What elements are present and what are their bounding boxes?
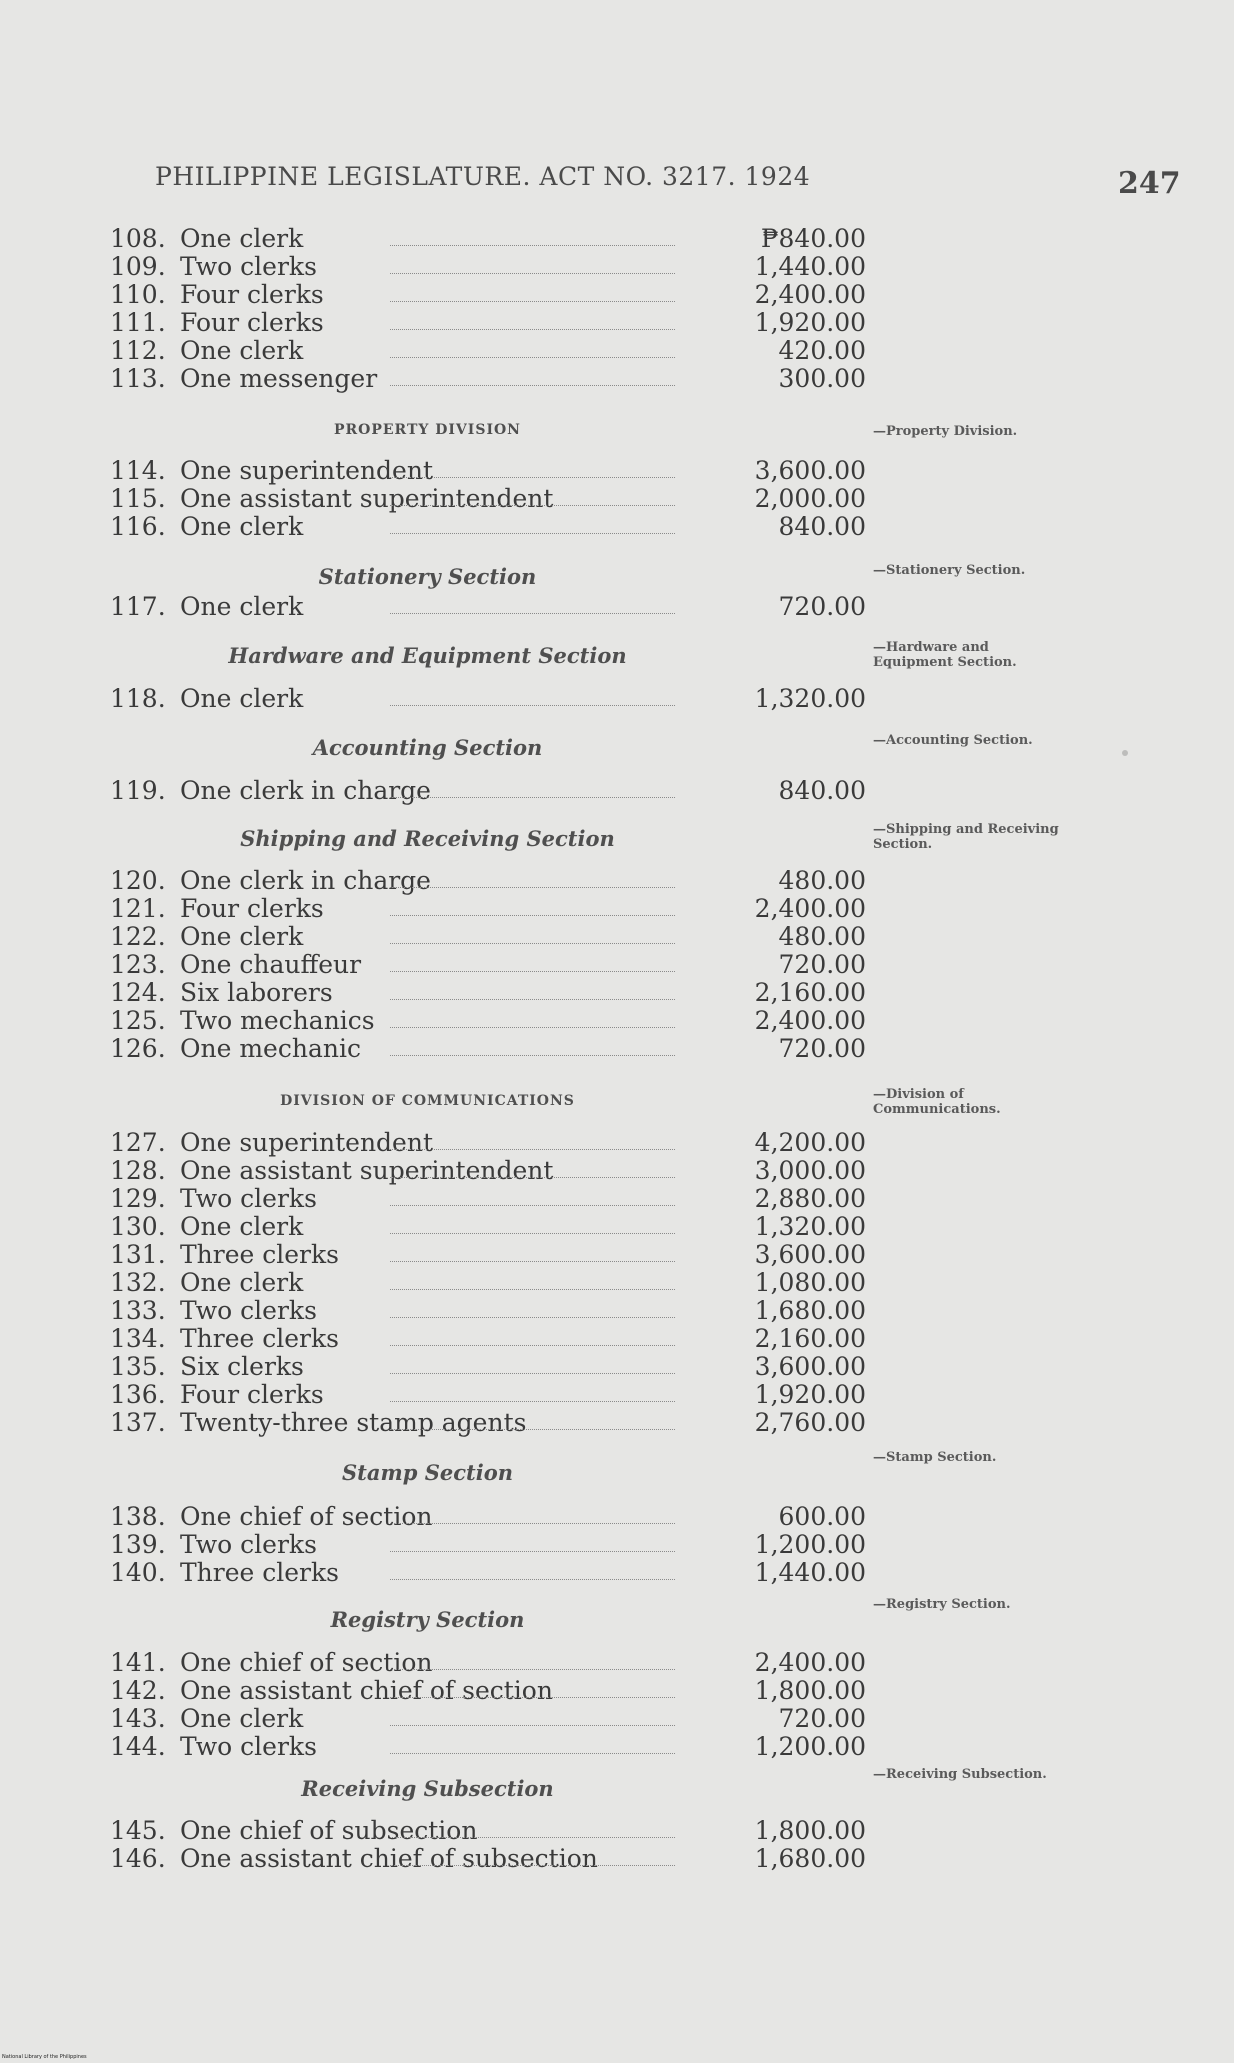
item-description: One clerk (180, 1268, 304, 1297)
heading-division-communications: DIVISION OF COMMUNICATIONS (280, 1093, 575, 1109)
dot-leader (390, 1205, 675, 1206)
item-amount: 600.00 (778, 1502, 866, 1531)
line-item-row (0, 1240, 1234, 1270)
dot-leader (390, 1345, 675, 1346)
dot-leader (390, 1027, 675, 1028)
item-description: Two clerks (180, 1296, 317, 1325)
item-number: 115. (110, 484, 166, 513)
scan-speck (1122, 750, 1128, 756)
line-item-row (0, 866, 1234, 896)
item-description: One chief of section (180, 1648, 433, 1677)
dot-leader (390, 971, 675, 972)
item-description: Two clerks (180, 1732, 317, 1761)
item-description: One clerk (180, 592, 304, 621)
item-amount: 1,680.00 (754, 1296, 866, 1325)
dot-leader (390, 273, 675, 274)
item-description: One assistant chief of section (180, 1676, 553, 1705)
item-number: 117. (110, 592, 166, 621)
margin-note-hardware-section: —Hardware and Equipment Section. (873, 640, 1017, 670)
item-amount: 2,400.00 (754, 280, 866, 309)
item-description: Four clerks (180, 894, 324, 923)
item-number: 128. (110, 1156, 166, 1185)
item-number: 121. (110, 894, 166, 923)
line-item-row (0, 456, 1234, 486)
line-item-row (0, 1324, 1234, 1354)
item-description: One clerk (180, 1212, 304, 1241)
margin-note-stamp-section: —Stamp Section. (873, 1450, 997, 1465)
item-number: 137. (110, 1408, 166, 1437)
line-item-row (0, 1732, 1234, 1762)
margin-note-shipping-section: —Shipping and Receiving Section. (873, 822, 1059, 852)
item-number: 116. (110, 512, 166, 541)
item-description: Two clerks (180, 1530, 317, 1559)
dot-leader (390, 1697, 675, 1698)
margin-note-accounting-section: —Accounting Section. (873, 733, 1033, 748)
dot-leader (390, 245, 675, 246)
item-description: Twenty-three stamp agents (180, 1408, 527, 1437)
item-amount: 2,400.00 (754, 1006, 866, 1035)
item-description: One chief of subsection (180, 1816, 478, 1845)
item-number: 140. (110, 1558, 166, 1587)
item-description: One messenger (180, 364, 378, 393)
dot-leader (390, 943, 675, 944)
item-number: 146. (110, 1844, 166, 1873)
item-amount: 3,600.00 (754, 1352, 866, 1381)
dot-leader (390, 1429, 675, 1430)
dot-leader (390, 1551, 675, 1552)
item-number: 141. (110, 1648, 166, 1677)
item-amount: 720.00 (778, 1034, 866, 1063)
line-item-row (0, 1816, 1234, 1846)
item-amount: 720.00 (778, 592, 866, 621)
line-item-row (0, 1156, 1234, 1186)
item-number: 132. (110, 1268, 166, 1297)
item-amount: 1,200.00 (754, 1732, 866, 1761)
item-number: 119. (110, 776, 166, 805)
dot-leader (390, 1725, 675, 1726)
item-description: One clerk (180, 922, 304, 951)
item-amount: 2,160.00 (754, 1324, 866, 1353)
item-description: Two clerks (180, 1184, 317, 1213)
item-number: 114. (110, 456, 166, 485)
item-description: Four clerks (180, 1380, 324, 1409)
item-amount: 720.00 (778, 950, 866, 979)
item-amount: 1,800.00 (754, 1676, 866, 1705)
item-amount: 480.00 (778, 866, 866, 895)
heading-property-division: PROPERTY DIVISION (334, 422, 521, 438)
dot-leader (390, 329, 675, 330)
item-number: 144. (110, 1732, 166, 1761)
item-description: One clerk in charge (180, 866, 431, 895)
item-number: 138. (110, 1502, 166, 1531)
dot-leader (390, 705, 675, 706)
line-item-row (0, 1502, 1234, 1532)
dot-leader (390, 1055, 675, 1056)
line-item-row (0, 224, 1234, 254)
item-amount: 1,440.00 (754, 1558, 866, 1587)
item-number: 108. (110, 224, 166, 253)
line-item-row (0, 1558, 1234, 1588)
item-amount: 2,400.00 (754, 894, 866, 923)
line-item-row (0, 280, 1234, 310)
dot-leader (390, 1373, 675, 1374)
dot-leader (390, 1261, 675, 1262)
item-description: One clerk (180, 684, 304, 713)
item-number: 126. (110, 1034, 166, 1063)
item-number: 134. (110, 1324, 166, 1353)
item-amount: ₱840.00 (760, 224, 866, 253)
item-amount: 480.00 (778, 922, 866, 951)
item-amount: 1,320.00 (754, 1212, 866, 1241)
line-item-row (0, 1844, 1234, 1874)
dot-leader (390, 1669, 675, 1670)
dot-leader (390, 357, 675, 358)
line-item-row (0, 1296, 1234, 1326)
item-amount: 1,200.00 (754, 1530, 866, 1559)
dot-leader (390, 1837, 675, 1838)
dot-leader (390, 1289, 675, 1290)
line-item-row (0, 1268, 1234, 1298)
item-description: Three clerks (180, 1558, 339, 1587)
line-item-row (0, 1648, 1234, 1678)
dot-leader (390, 1753, 675, 1754)
heading-stamp-section: Stamp Section (342, 1460, 513, 1485)
line-item-row (0, 1352, 1234, 1382)
item-amount: 300.00 (778, 364, 866, 393)
item-description: One assistant superintendent (180, 484, 554, 513)
dot-leader (390, 1177, 675, 1178)
item-description: Four clerks (180, 308, 324, 337)
line-item-row (0, 776, 1234, 806)
item-description: Three clerks (180, 1324, 339, 1353)
item-amount: 3,600.00 (754, 456, 866, 485)
item-amount: 2,400.00 (754, 1648, 866, 1677)
item-amount: 2,000.00 (754, 484, 866, 513)
heading-registry-section: Registry Section (330, 1607, 525, 1632)
line-item-row (0, 684, 1234, 714)
line-item-row (0, 308, 1234, 338)
item-amount: 720.00 (778, 1704, 866, 1733)
dot-leader (390, 613, 675, 614)
item-number: 111. (110, 308, 166, 337)
heading-receiving-subsection: Receiving Subsection (301, 1776, 554, 1801)
item-number: 133. (110, 1296, 166, 1325)
item-amount: 840.00 (778, 776, 866, 805)
line-item-row (0, 336, 1234, 366)
line-item-row (0, 1212, 1234, 1242)
line-item-row (0, 894, 1234, 924)
item-number: 130. (110, 1212, 166, 1241)
item-number: 124. (110, 978, 166, 1007)
dot-leader (390, 533, 675, 534)
item-description: One assistant superintendent (180, 1156, 554, 1185)
item-amount: 1,920.00 (754, 308, 866, 337)
item-number: 110. (110, 280, 166, 309)
item-amount: 1,440.00 (754, 252, 866, 281)
item-number: 142. (110, 1676, 166, 1705)
item-description: One clerk (180, 336, 304, 365)
line-item-row (0, 1034, 1234, 1064)
line-item-row (0, 1380, 1234, 1410)
heading-accounting-section: Accounting Section (312, 735, 543, 760)
item-description: One clerk in charge (180, 776, 431, 805)
item-number: 139. (110, 1530, 166, 1559)
item-description: One superintendent (180, 456, 434, 485)
item-description: One mechanic (180, 1034, 361, 1063)
line-item-row (0, 950, 1234, 980)
item-number: 129. (110, 1184, 166, 1213)
item-amount: 1,920.00 (754, 1380, 866, 1409)
heading-shipping-section: Shipping and Receiving Section (240, 826, 615, 851)
item-number: 120. (110, 866, 166, 895)
dot-leader (390, 1401, 675, 1402)
item-description: One chauffeur (180, 950, 362, 979)
item-amount: 420.00 (778, 336, 866, 365)
item-amount: 2,880.00 (754, 1184, 866, 1213)
line-item-row (0, 364, 1234, 394)
dot-leader (390, 1317, 675, 1318)
line-item-row (0, 978, 1234, 1008)
line-item-row (0, 252, 1234, 282)
line-item-row (0, 1184, 1234, 1214)
item-amount: 4,200.00 (754, 1128, 866, 1157)
dot-leader (390, 301, 675, 302)
item-description: One superintendent (180, 1128, 434, 1157)
item-amount: 1,320.00 (754, 684, 866, 713)
item-number: 113. (110, 364, 166, 393)
item-number: 145. (110, 1816, 166, 1845)
heading-stationery-section: Stationery Section (318, 564, 537, 589)
item-number: 122. (110, 922, 166, 951)
dot-leader (390, 1865, 675, 1866)
item-description: Two mechanics (180, 1006, 375, 1035)
item-description: One clerk (180, 224, 304, 253)
dot-leader (390, 999, 675, 1000)
dot-leader (390, 477, 675, 478)
item-amount: 840.00 (778, 512, 866, 541)
margin-note-receiving-subsection: —Receiving Subsection. (873, 1767, 1047, 1782)
item-number: 123. (110, 950, 166, 979)
item-amount: 2,160.00 (754, 978, 866, 1007)
item-description: One clerk (180, 512, 304, 541)
item-description: Six laborers (180, 978, 333, 1007)
running-head: PHILIPPINE LEGISLATURE. ACT NO. 3217. 1924 (155, 162, 811, 191)
heading-hardware-section: Hardware and Equipment Section (228, 643, 627, 668)
dot-leader (390, 505, 675, 506)
item-number: 118. (110, 684, 166, 713)
item-number: 135. (110, 1352, 166, 1381)
item-number: 125. (110, 1006, 166, 1035)
dot-leader (390, 1523, 675, 1524)
item-description: Four clerks (180, 280, 324, 309)
dot-leader (390, 1579, 675, 1580)
margin-note-division-communications: —Division of Communications. (873, 1087, 1001, 1117)
item-description: Two clerks (180, 252, 317, 281)
line-item-row (0, 512, 1234, 542)
item-number: 112. (110, 336, 166, 365)
item-number: 127. (110, 1128, 166, 1157)
item-number: 136. (110, 1380, 166, 1409)
line-item-row (0, 484, 1234, 514)
dot-leader (390, 1149, 675, 1150)
dot-leader (390, 915, 675, 916)
margin-note-registry-section: —Registry Section. (873, 1597, 1011, 1612)
line-item-row (0, 1676, 1234, 1706)
line-item-row (0, 1408, 1234, 1438)
item-number: 143. (110, 1704, 166, 1733)
line-item-row (0, 1006, 1234, 1036)
item-amount: 3,000.00 (754, 1156, 866, 1185)
item-description: Six clerks (180, 1352, 304, 1381)
item-description: One assistant chief of subsection (180, 1844, 598, 1873)
item-number: 109. (110, 252, 166, 281)
item-description: One clerk (180, 1704, 304, 1733)
item-amount: 3,600.00 (754, 1240, 866, 1269)
item-amount: 1,080.00 (754, 1268, 866, 1297)
line-item-row (0, 592, 1234, 622)
dot-leader (390, 797, 675, 798)
line-item-row (0, 1530, 1234, 1560)
item-description: One chief of section (180, 1502, 433, 1531)
line-item-row (0, 1128, 1234, 1158)
page-number: 247 (1118, 166, 1181, 201)
item-amount: 1,680.00 (754, 1844, 866, 1873)
margin-note-property-division: —Property Division. (873, 424, 1018, 439)
item-number: 131. (110, 1240, 166, 1269)
dot-leader (390, 385, 675, 386)
scan-credit-footer: National Library of the Philippines (2, 2054, 87, 2060)
line-item-row (0, 1704, 1234, 1734)
line-item-row (0, 922, 1234, 952)
item-amount: 1,800.00 (754, 1816, 866, 1845)
dot-leader (390, 1233, 675, 1234)
item-description: Three clerks (180, 1240, 339, 1269)
dot-leader (390, 887, 675, 888)
margin-note-stationery-section: —Stationery Section. (873, 563, 1026, 578)
item-amount: 2,760.00 (754, 1408, 866, 1437)
